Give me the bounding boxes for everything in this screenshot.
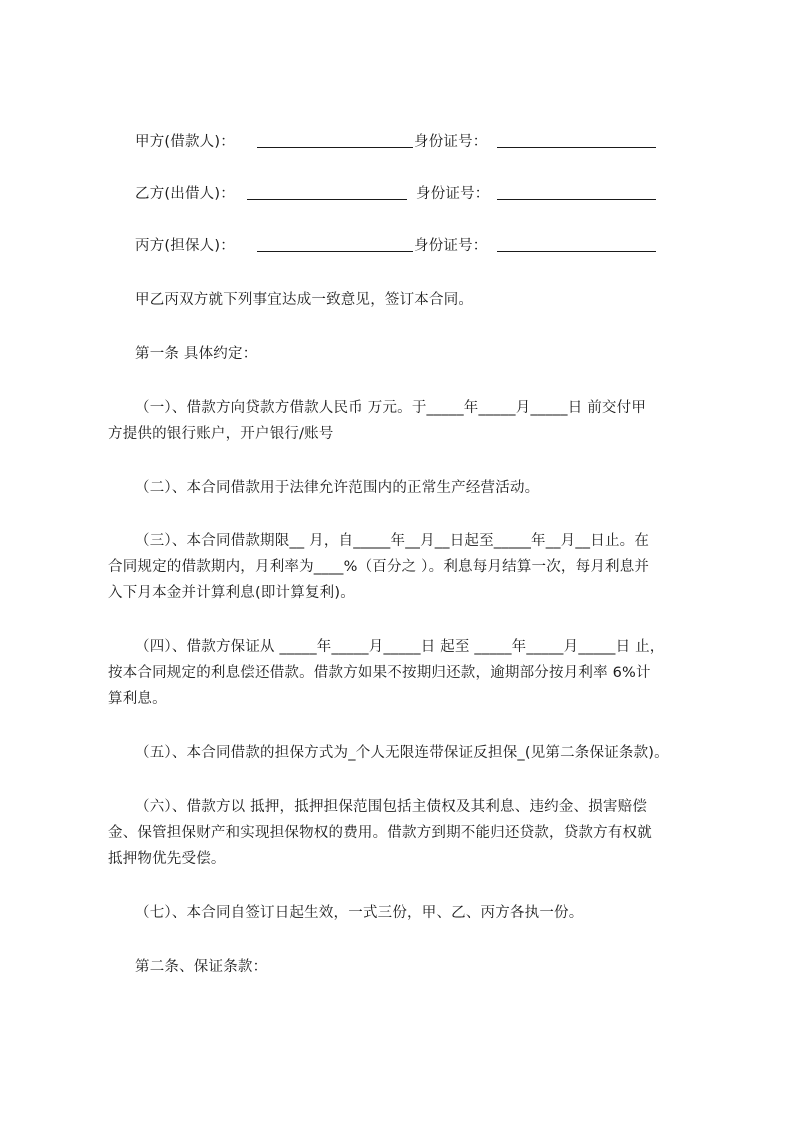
clause-3-line-2: 合同规定的借款期内，月利率为____%（百分之 ）。利息每月结算一次，每月利息并 xyxy=(108,559,650,575)
clause-6-line-3: 抵押物优先受偿。 xyxy=(108,851,226,867)
party-a-id-label: 身份证号： xyxy=(414,134,488,150)
party-b-name-blank xyxy=(247,185,407,200)
party-a-id-blank xyxy=(497,133,656,148)
party-a-name-blank xyxy=(257,133,413,148)
clause-7-line-1: （七）、本合同自签订日起生效，一式三份，甲、乙、丙方各执一份。 xyxy=(135,905,584,921)
clause-3-line-1: （三）、本合同借款期限__ 月，自_____年__月__日起至_____年__月__日止。在 xyxy=(135,533,650,549)
clause-1-line-1: （一）、借款方向贷款方借款人民币 万元。于_____年_____月_____日 前交付甲 xyxy=(135,400,647,416)
clause-4-line-1: （四）、借款方保证从 _____年_____月_____日 起至 _____年_____月_____日 止， xyxy=(135,639,665,655)
clause-3-line-3: 入下月本金并计算利息(即计算复利)。 xyxy=(108,585,355,601)
article-2-title: 第二条、保证条款： xyxy=(135,959,268,975)
clause-1-line-2: 方提供的银行账户，开户银行/账号 xyxy=(108,426,334,442)
article-1-title: 第一条 具体约定： xyxy=(135,346,258,362)
party-b-label: 乙方(出借人)： xyxy=(135,186,235,202)
clause-5-line-1: （五）、本合同借款的担保方式为_个人无限连带保证反担保_(见第二条保证条款)。 xyxy=(135,745,669,761)
party-c-name-blank xyxy=(257,237,413,252)
clause-6-line-1: （六）、借款方以 抵押，抵押担保范围包括主债权及其利息、违约金、损害赔偿 xyxy=(135,799,648,815)
party-b-id-blank xyxy=(497,185,656,200)
party-b-row xyxy=(135,184,235,204)
clause-6-line-2: 金、保管担保财产和实现担保物权的费用。借款方到期不能归还贷款，贷款方有权就 xyxy=(108,825,652,841)
clause-4-line-2: 按本合同规定的利息偿还借款。借款方如果不按期归还款，逾期部分按月利率 6%计 xyxy=(108,665,651,681)
party-c-id-blank xyxy=(497,237,656,252)
party-c-id-label: 身份证号： xyxy=(414,238,488,254)
party-c-row xyxy=(135,236,235,256)
clause-4-line-3: 算利息。 xyxy=(108,691,167,707)
agreement-statement: 甲乙丙双方就下列事宜达成一致意见，签订本合同。 xyxy=(135,292,474,308)
party-a-label: 甲方(借款人)： xyxy=(135,134,235,150)
party-b-id-label: 身份证号： xyxy=(416,186,490,202)
clause-2-line-1: （二）、本合同借款用于法律允许范围内的正常生产经营活动。 xyxy=(135,480,540,496)
party-a-row xyxy=(135,132,235,152)
party-c-label: 丙方(担保人)： xyxy=(135,238,235,254)
